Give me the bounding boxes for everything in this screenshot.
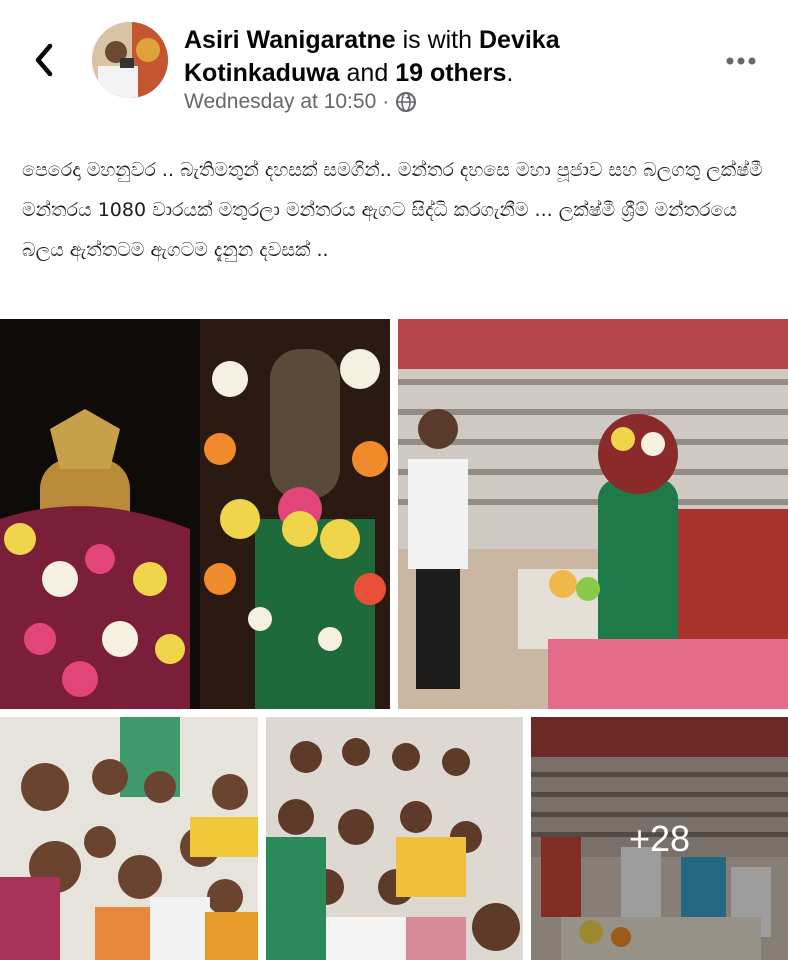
photo-group-selfie-2-image (266, 717, 523, 960)
more-options-button[interactable] (722, 50, 762, 72)
photo-deity-statues[interactable] (0, 319, 390, 709)
back-button[interactable] (28, 38, 64, 82)
post-header (0, 0, 788, 130)
author-name[interactable]: Asiri Wanigaratne (184, 26, 396, 54)
tagged-person[interactable]: Devika Kotinkaduwa (184, 26, 560, 87)
timestamp[interactable]: Wednesday at 10:50 (184, 90, 377, 113)
globe-icon (395, 91, 417, 113)
photo-more-overlay[interactable] (531, 717, 788, 960)
post-meta (184, 90, 417, 114)
tagged-others[interactable]: 19 others (395, 59, 507, 87)
photo-hall-ceremony[interactable] (398, 319, 788, 709)
more-photos-count[interactable]: +28 (531, 717, 788, 960)
photo-group-selfie-1-image (0, 717, 258, 960)
avatar[interactable] (92, 22, 168, 98)
post-text: පෙරෙදා මහනුවර .. බැතිමතුන් දහසක් සමගින්.. මන්තර දහසෙ මහා පූජාව සහ බලගතු ලක්ෂ්මී මන්තරය 1080 වාරයක් මතුරලා මන්තරය ඇගට සිද්ධි කරගැනීම ... ලක්ෂ්මී ශ්‍රීම් මන්තරයෙ බලය ඇත්තටම ඇගටම දැනුන දවසක් .. (22, 159, 763, 261)
with-text: is with (402, 26, 473, 54)
meta-separator: · (382, 90, 390, 113)
photo-deity-statues-image (0, 319, 390, 709)
photo-hall-ceremony-image (398, 319, 788, 709)
title-period: . (506, 59, 514, 87)
photo-group-selfie-1[interactable] (0, 717, 258, 960)
and-text: and (346, 59, 389, 87)
chevron-left-icon (28, 38, 64, 82)
avatar-photo (92, 22, 168, 98)
photo-group-selfie-2[interactable] (266, 717, 523, 960)
more-icon (722, 50, 762, 72)
post-title (184, 24, 704, 90)
